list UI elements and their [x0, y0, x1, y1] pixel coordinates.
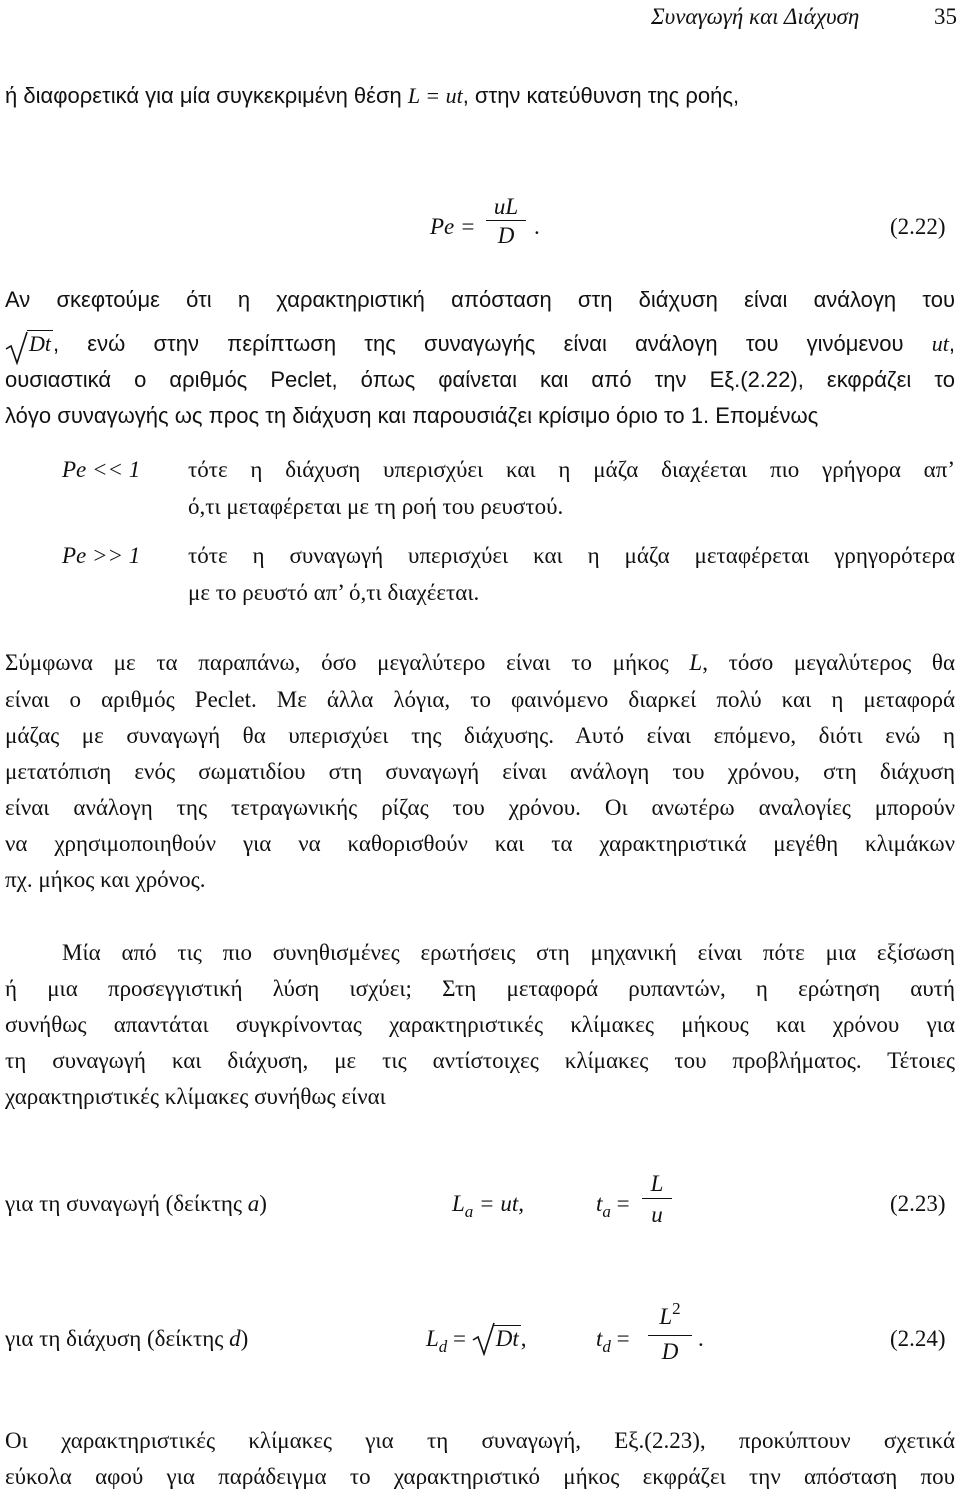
eq-2-23-time: $t_a$ =	[596, 1191, 630, 1221]
eq-2-24-number: (2.24)	[890, 1326, 946, 1351]
para2-line3: μάζας με συναγωγή θα υπερισχύει της διάχυσης. Αυτό είναι επόμενο, διότι ενώ η	[5, 723, 955, 748]
eq-2-23-number: (2.23)	[890, 1191, 946, 1216]
radical-sign-icon	[472, 1322, 496, 1356]
eq-2-24-denominator: D	[661, 1339, 679, 1364]
para2-line2: είναι ο αριθμός Peclet. Με άλλα λόγια, το φαινόμενο διαρκεί πολύ και η μεταφορά	[5, 687, 955, 712]
para1-line1: Αν σκεφτούμε ότι η χαρακτηριστική απόσταση στη διάχυση είναι ανάλογη του	[5, 287, 955, 312]
case-2-condition: Pe >> 1	[62, 543, 141, 568]
para2-line5: είναι ανάλογη της τετραγωνικής ρίζας του χρόνου. Οι ανωτέρω αναλογίες μπορούν	[5, 795, 955, 820]
radical-sign-icon	[5, 331, 29, 365]
case-1-line1: τότε η διάχυση υπερισχύει και η μάζα διαχέεται πιο γρήγορα απ’	[188, 457, 955, 482]
case-1-condition: Pe << 1	[62, 457, 141, 482]
para2-line6: να χρησιμοποιηθούν για να καθορισθούν και τα χαρακτηριστικά μεγέθη κλιμάκων	[5, 831, 955, 856]
eq-2-22-lhs: Pe =	[430, 214, 476, 239]
eq-2-23-length: $L_a$ = ut,	[452, 1191, 524, 1221]
para3-line3: συνήθως απαντάται συγκρίνοντας χαρακτηριστικές κλίμακες μήκους και χρόνου για	[5, 1012, 955, 1037]
para1-line4: λόγο συναγωγής ως προς τη διάχυση και παρουσιάζει κρίσιμο όριο το 1. Επομένως	[5, 403, 819, 428]
eq-2-24-numerator: $L^2$	[659, 1299, 681, 1329]
para2-line4: μετατόπιση ενός σωματιδίου στη συναγωγή είναι ανάλογη του χρόνου, στη διάχυση	[5, 759, 955, 784]
intro-line: ή διαφορετικά για μία συγκεκριμένη θέση L = ut, στην κατεύθυνση της ροής,	[5, 83, 740, 108]
case-2-line1: τότε η συναγωγή υπερισχύει και η μάζα μεταφέρεται γρηγορότερα	[188, 543, 955, 568]
eq-2-22-denominator: D	[497, 223, 515, 248]
para3-line1: Μία από τις πιο συνηθισμένες ερωτήσεις στη μηχανική είναι πότε μια εξίσωση	[62, 940, 955, 965]
para2-line1: Σύμφωνα με τα παραπάνω, όσο μεγαλύτερο είναι το μήκος L, τόσο μεγαλύτερος θα	[5, 650, 955, 675]
eq-2-24-fraction	[648, 1301, 692, 1368]
page-number: 35	[934, 4, 957, 29]
eq-2-24-length: $L_d$ = Dt,	[426, 1326, 527, 1352]
case-2-line2: με το ρευστό απ’ ό,τι διαχέεται.	[188, 580, 480, 605]
para3-line5: χαρακτηριστικές κλίμακες συνήθως είναι	[5, 1084, 386, 1109]
eq-2-24-end: .	[698, 1326, 704, 1351]
para1-line2: Dt, ενώ στην περίπτωση της συναγωγής είναι ανάλογη του γινόμενου ut,	[5, 331, 955, 357]
eq-2-24-time: $t_d$ =	[596, 1326, 630, 1356]
para1-line3: ουσιαστικά ο αριθμός Peclet, όπως φαίνεται και από την Εξ.(2.22), εκφράζει το	[5, 367, 955, 392]
eq-2-23-fraction	[642, 1170, 672, 1231]
para2-line7: πχ. μήκος και χρόνος.	[5, 867, 206, 892]
para4-line1: Οι χαρακτηριστικές κλίμακες για τη συναγωγή, Εξ.(2.23), προκύπτουν σχετικά	[5, 1428, 955, 1453]
sqrt-dt: Dt	[5, 331, 53, 357]
eq-2-22-fraction	[486, 194, 526, 251]
eq-2-23-numerator: L	[650, 1171, 664, 1196]
sqrt-dt-eq: Dt	[472, 1326, 521, 1352]
running-title: Συναγωγή και Διάχυση	[651, 4, 860, 29]
eq-2-23-denominator: u	[651, 1202, 663, 1227]
para3-line4: τη συναγωγή και διάχυση, με τις αντίστοιχες κλίμακες του προβλήματος. Τέτοιες	[5, 1048, 955, 1073]
case-1-line2: ό,τι μεταφέρεται με τη ροή του ρευστού.	[188, 494, 564, 519]
para3-line2: ή μια προσεγγιστική λύση ισχύει; Στη μεταφορά ρυπαντών, η ερώτηση αυτή	[5, 976, 955, 1001]
eq-2-24-label: για τη διάχυση (δείκτης d)	[5, 1326, 249, 1351]
eq-2-22-number: (2.22)	[890, 214, 946, 239]
eq-2-23-label: για τη συναγωγή (δείκτης a)	[5, 1191, 267, 1216]
eq-2-22-numerator: uL	[493, 194, 519, 219]
para4-line2: εύκολα αφού για παράδειγμα το χαρακτηριστικό μήκος εκφράζει την απόσταση που	[5, 1464, 955, 1489]
eq-2-22-end: .	[534, 214, 540, 239]
